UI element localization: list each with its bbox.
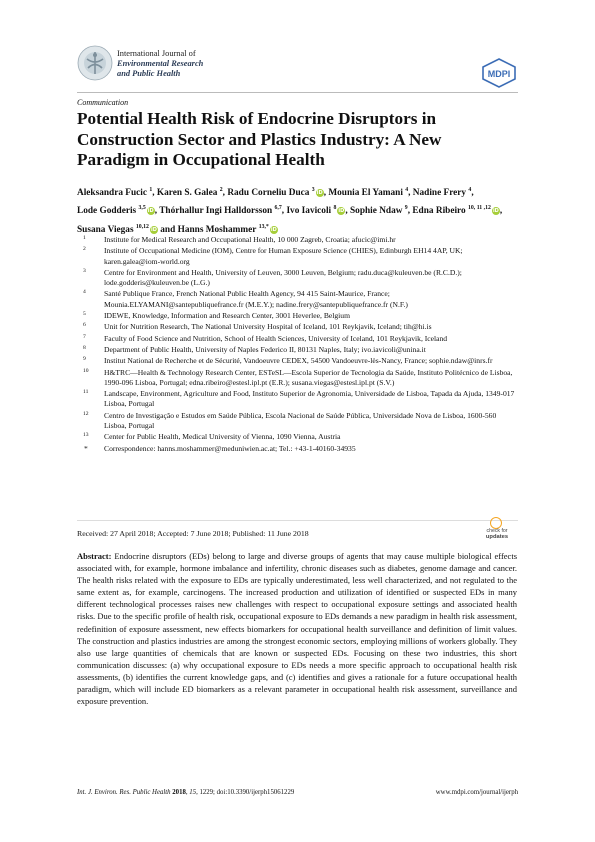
author-name-text: Thórhallur Ingi Halldorsson — [159, 206, 273, 217]
abstract-text: Endocrine disruptors (EDs) belong to large and diverse groups of agents that may cause multiple biological effects associated with, for example, hormone imbalance and infertility, chronic diseases such as diabetes, genome damage and cancer. The health risks related with the exposure to EDs are typically underestimated, less well characterized, and not regulated to the same extent as, for example, carcinogens. The increased production and utilization of identified or suspected EDs in many different technological processes raises new challenges with respect to occupational exposure settings and associated health risks. Due to the specific profile of health risk, occupational exposure to EDs demands a new paradigm in health risk assessment, redefinition of exposure assessment, new effects biomarkers for occupational health surveillance and definition of limit values. The construction and plastics industries are among the strongest economic sectors, employing millions of workers globally. They also use large quantities of chemicals that are known or suspected EDs. Focusing on these two industries, this short communication discusses: (a) why occupational exposure to EDs needs a more specific approach to occupational health risk assessments, (b) identifies the current knowledge gaps, and (c) identifies and gives a rationale for a future occupational health paradigm, which will include ED biomarkers as a relevant parameter in occupational health risk assessment, surveillance and exposure prevention. — [77, 551, 517, 707]
updates-line2: updates — [485, 533, 509, 540]
mdpi-logo-icon — [481, 58, 517, 88]
affiliation-text: Centre for Environment and Health, University of Leuven, 3000 Leuven, Belgium; radu.duca@kuleuven.be (R.C.D.); lode.godderis@kuleuven.be (L.G.) — [104, 267, 462, 288]
affiliation-item — [77, 334, 517, 344]
author-name-text: Karen S. Galea — [156, 188, 218, 199]
author-affiliation-sup: 13,* — [258, 223, 269, 230]
affiliation-number: 4 — [83, 289, 86, 296]
affiliation-item — [77, 289, 517, 310]
orcid-icon[interactable]: iD — [338, 208, 345, 215]
author-affiliation-sup: 1 — [149, 186, 153, 193]
author-name — [159, 206, 282, 216]
footer-volume: 15 — [189, 789, 197, 796]
affiliation-number: 7 — [83, 333, 86, 340]
author-name-text: Edna Ribeiro — [412, 206, 466, 217]
author-affiliation-sup: 6,7 — [274, 205, 282, 212]
affiliation-list — [77, 235, 517, 455]
affiliation-text: Institute for Medical Research and Occupational Health, 10 000 Zagreb, Croatia; afucic@imi.hr — [104, 235, 396, 244]
page-footer — [77, 789, 518, 796]
journal-name-line2: Environmental Research — [117, 59, 204, 68]
orcid-icon[interactable]: iD — [492, 208, 499, 215]
abstract-label: Abstract: — [77, 551, 112, 561]
author-affiliation-sup: 8 — [333, 205, 337, 212]
affiliation-number: 9 — [83, 356, 86, 363]
author-name — [178, 225, 278, 235]
journal-logo-icon — [77, 45, 113, 81]
affiliation-number: 6 — [83, 322, 86, 329]
author-affiliation-sup: 4 — [405, 186, 409, 193]
author-name — [328, 188, 408, 198]
author-name-text: Aleksandra Fucic — [77, 188, 147, 199]
author-name-text: Hanns Moshammer — [177, 224, 257, 235]
author-name-text: Ivo Iavicoli — [286, 206, 332, 217]
author-name-text: Sophie Ndaw — [350, 206, 403, 217]
journal-name — [117, 49, 203, 79]
journal-name-line1: International Journal of — [117, 49, 196, 58]
affiliation-item — [77, 432, 517, 442]
author-name — [157, 188, 223, 198]
updates-line1: check for — [486, 528, 508, 534]
affiliation-item — [77, 322, 517, 332]
article-type: Communication — [77, 98, 129, 107]
journal-name-line3: and Public Health — [117, 69, 181, 78]
affiliation-text: Landscape, Environment, Agriculture and Food, Instituto Superior de Agronomia, Universidade de Lisboa, Tapada da Ajuda, 1349-017 Lisboa, Portugal — [104, 389, 515, 409]
author-name-text: Lode Godderis — [77, 206, 137, 217]
affiliation-number: 10 — [83, 367, 89, 374]
affiliation-item — [77, 411, 517, 432]
orcid-icon[interactable]: iD — [147, 208, 154, 215]
affiliation-text: Centro de Investigação e Estudos em Saúde Pública, Escola Nacional de Saúde Pública, Universidade Nova de Lisboa, 1600-560 Lisboa, Portugal — [104, 410, 497, 431]
affiliation-text: Institut National de Recherche et de Sécurité, Vandoeuvre CEDEX, 54500 Vandoeuvre-lès-Nancy, France; sophie.ndaw@inrs.fr — [104, 356, 493, 366]
check-for-updates-badge[interactable] — [476, 517, 518, 539]
header-divider — [77, 92, 518, 93]
affiliation-text: Department of Public Health, University of Naples Federico II, 80131 Naples, Italy; ivo.iavicoli@unina.it — [104, 344, 426, 354]
author-name-text: Mounia El Yamani — [328, 188, 403, 199]
affiliation-item — [77, 345, 517, 355]
affiliation-number: 2 — [83, 246, 86, 253]
footer-year: 2018 — [172, 789, 186, 796]
author-affiliation-sup: 10,12 — [135, 223, 149, 230]
orcid-icon[interactable]: iD — [316, 190, 323, 197]
affiliation-number: 8 — [83, 344, 86, 351]
orcid-icon[interactable]: iD — [270, 226, 277, 233]
author-name-text: Nadine Frery — [412, 188, 467, 199]
affiliation-text: Santé Publique France, French National Public Health Agency, 94 415 Saint-Maurice, France; Mounia.ELYAMANI@santepubliquefrance.fr (M.E.Y.); nadine.frery@santepubliquefrance.fr (N.F.) — [104, 289, 408, 309]
affiliation-item — [77, 368, 517, 389]
affiliation-text: IDEWE, Knowledge, Information and Research Center, 3001 Heverlee, Belgium — [104, 311, 350, 321]
abstract — [77, 550, 517, 707]
author-name — [350, 206, 408, 216]
affiliation-item — [77, 235, 517, 245]
affiliation-item — [77, 356, 517, 366]
author-name-text: Susana Viegas — [77, 224, 134, 235]
article-title: Potential Health Risk of Endocrine Disruptors in Construction Sector and Plastics Industry: A New Paradigm in Occupational Health — [77, 109, 442, 169]
author-list: Aleksandra Fucic $^1$, Karen S. Galea $^2$, Radu Corneliu Duca $^3$iD, Mounia El Yamani $^4$, Nadine Frery $^4$, Lode Godderis $^{3,5}$iD, Thórhallur Ingi Halldorsson $^{6,7}$, Ivo Iavicoli $^8$iD, Sophie Ndaw $^9$, Edna Ribeiro $^{10, 11 ,12}$iD, Susana Viegas $^{10,12}$iD and Hanns Moshammer $^{13,*}$iD — [77, 186, 503, 235]
footer-url[interactable]: www.mdpi.com/journal/ijerph — [435, 789, 518, 796]
dates-divider — [77, 520, 518, 521]
author-affiliation-sup: 3 — [311, 186, 315, 193]
footer-citation-text: 2018, 15, 1229; doi:10.3390/ijerph15061229 — [172, 789, 295, 796]
affiliation-text: Center for Public Health, Medical University of Vienna, 1090 Vienna, Austria — [104, 432, 341, 442]
author-affiliation-sup: 3,5 — [138, 205, 146, 212]
publication-dates: Received: 27 April 2018; Accepted: 7 June 2018; Published: 11 June 2018 — [77, 529, 309, 538]
affiliation-text: Faculty of Food Science and Nutrition, School of Health Sciences, University of Iceland, 101 Reykjavik, Iceland — [104, 333, 448, 343]
affiliation-number: 11 — [83, 389, 89, 396]
affiliation-text: Unit for Nutrition Research, The National University Hospital of Iceland, 101 Reykjavik, Iceland; tih@hi.is — [104, 322, 432, 332]
affiliation-item — [77, 246, 517, 267]
author-affiliation-sup: 4 — [468, 186, 472, 193]
author-name — [77, 188, 152, 198]
author-name — [413, 188, 472, 198]
author-name — [77, 225, 158, 235]
author-affiliation-sup: 10, 11 ,12 — [468, 205, 491, 212]
affiliation-number: 5 — [83, 311, 86, 318]
correspondence-mark: * — [84, 443, 88, 453]
affiliation-text: H&TRC—Health & Technology Research Center, ESTeSL—Escola Superior de Tecnologia da Saúde, Instituto Politécnico de Lisboa, 1990-096 Lisboa, Portugal; edna.ribeiro@estesl.ipl.pt (E.R.); susana.viegas@estesl.ipl.pt (S.V.) — [104, 367, 513, 387]
affiliation-item — [77, 268, 517, 289]
affiliation-number: 1 — [83, 235, 86, 241]
correspondence-text: Correspondence: hanns.moshammer@meduniwien.ac.at; Tel.: +43-1-40160-34935 — [104, 443, 356, 453]
affiliation-item — [77, 389, 517, 410]
affiliation-text: Institute of Occupational Medicine (IOM), Centre for Human Exposure Science (CHIES), Edinburgh EH14 4AP, UK; karen.galea@iom-world.org — [104, 246, 463, 266]
author-affiliation-sup: 9 — [404, 205, 408, 212]
mdpi-logo-text: MDPI — [487, 69, 511, 79]
affiliation-number: 13 — [83, 432, 89, 439]
correspondence — [77, 444, 517, 454]
author-name-text: Radu Corneliu Duca — [227, 188, 310, 199]
author-name — [412, 206, 500, 216]
footer-citation — [77, 789, 294, 796]
affiliation-number: 3 — [83, 267, 86, 274]
author-name — [227, 188, 323, 198]
footer-journal-abbrev: Int. J. Environ. Res. Public Health — [77, 789, 171, 796]
author-name — [286, 206, 345, 216]
orcid-icon[interactable]: iD — [151, 226, 157, 233]
author-affiliation-sup: 2 — [219, 186, 223, 193]
affiliation-item — [77, 311, 517, 321]
author-name — [77, 206, 155, 216]
affiliation-number: 12 — [83, 410, 89, 417]
